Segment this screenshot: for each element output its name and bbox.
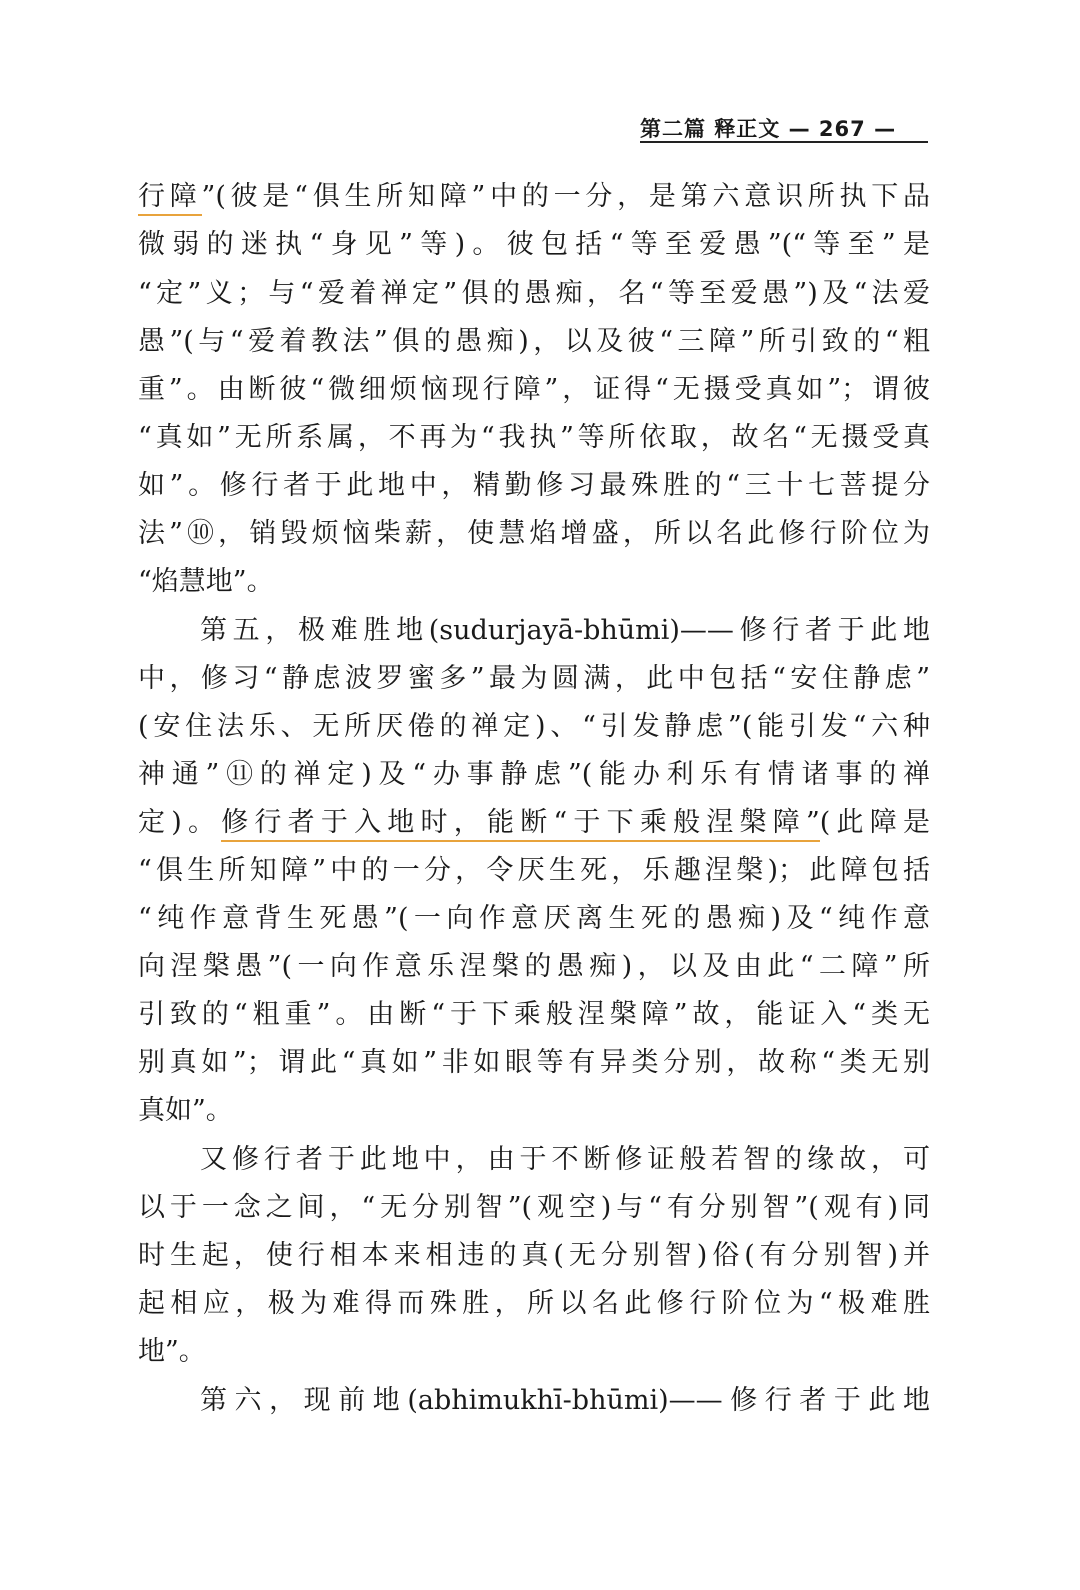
text-line-7: 如”。修行者于此地中，精勤修习最殊胜的“三十七菩提分 (138, 470, 930, 501)
text-line-21: 又修行者于此地中，由于不断修证般若智的缘故，可 (200, 1144, 930, 1175)
text-line-3: “定”义；与“爱着禅定”俱的愚痴，名“等至爱愚”)及“法爱 (138, 278, 930, 309)
text-line-26: 第六，现前地(abhimukhī-bhūmi)——修行者于此地 (200, 1385, 930, 1416)
text-line-19: 别真如”；谓此“真如”非如眼等有异类分别，故称“类无别 (138, 1047, 930, 1078)
text-line-18: 引致的“粗重”。由断“于下乘般涅槃障”故，能证入“类无 (138, 999, 930, 1030)
text-line-23: 时生起，使行相本来相违的真(无分别智)俗(有分别智)并 (138, 1240, 930, 1271)
text-line-24: 起相应，极为难得而殊胜，所以名此修行阶位为“极难胜 (138, 1288, 930, 1319)
text-line-25: 地”。 (138, 1336, 206, 1367)
highlighted-sentence: 修行者于入地时，能断“于下乘般涅槃障” (221, 807, 820, 842)
text-line-9: “焰慧地”。 (138, 566, 274, 597)
text-line-1: 行障”(彼是“俱生所知障”中的一分，是第六意识所执下品 (138, 173, 930, 221)
text-line-16: “纯作意背生死愚”(一向作意厌离生死的愚痴)及“纯作意 (138, 903, 930, 934)
text-line-11: 中，修习“静虑波罗蜜多”最为圆满，此中包括“安住静虑” (138, 663, 930, 694)
text-line-17: 向涅槃愚”(一向作意乐涅槃的愚痴)，以及由此“二障”所 (138, 951, 930, 982)
text-line-20: 真如”。 (138, 1095, 233, 1126)
text-line-14: 定)。修行者于入地时，能断“于下乘般涅槃障”(此障是 (138, 799, 930, 847)
text-line-6: “真如”无所系属，不再为“我执”等所依取，故名“无摄受真 (138, 422, 930, 453)
text-line-10: 第五，极难胜地(sudurjayā-bhūmi)——修行者于此地 (200, 615, 930, 646)
text-line-5: 重”。由断彼“微细烦恼现行障”，证得“无摄受真如”；谓彼 (138, 374, 930, 405)
running-header: 第二篇 释正文 — 267 — (640, 117, 897, 141)
text-line-2: 微弱的迷执“身见”等)。彼包括“等至爱愚”(“等至”是 (138, 229, 930, 260)
text-line-12: (安住法乐、无所厌倦的禅定)、“引发静虑”(能引发“六种 (138, 711, 930, 742)
highlighted-phrase: 行障 (138, 181, 202, 216)
text-line-22: 以于一念之间，“无分别智”(观空)与“有分别智”(观有)同 (138, 1192, 930, 1223)
text-line-4: 愚”(与“爱着教法”俱的愚痴)，以及彼“三障”所引致的“粗 (138, 326, 930, 357)
text-line-8: 法”⑩，销毁烦恼柴薪，使慧焰增盛，所以名此修行阶位为 (138, 518, 930, 549)
text-line-13: 神通”⑪的禅定)及“办事静虑”(能办利乐有情诸事的禅 (138, 759, 930, 790)
text-line-15: “俱生所知障”中的一分，令厌生死，乐趣涅槃)；此障包括 (138, 855, 930, 886)
